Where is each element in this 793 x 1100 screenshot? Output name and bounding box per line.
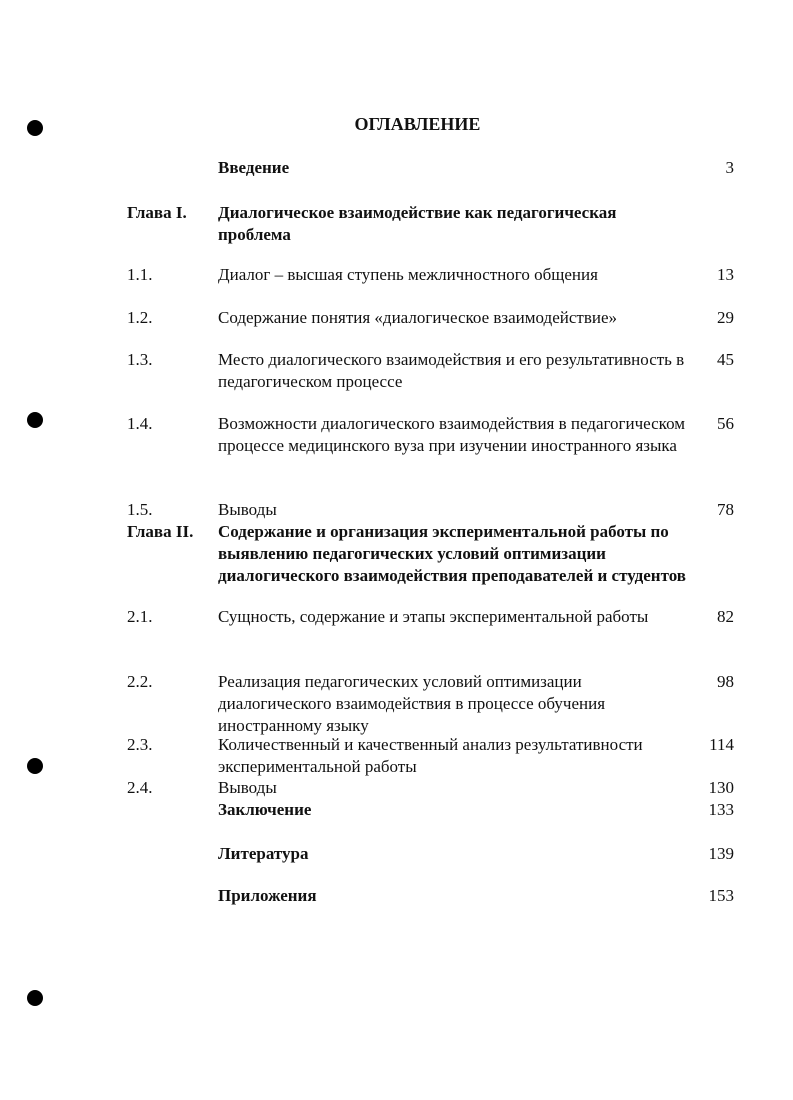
toc-entry-page: 78 (717, 500, 734, 519)
toc-entry-title: Введение (218, 158, 290, 177)
toc-entry-title: Содержание и организация экспериментальной работы по выявлению педагогических условий оптимизации диалогического взаимодействия преподавателей и студентов (218, 522, 686, 585)
toc-entry-title: Выводы (218, 778, 277, 797)
toc-entry-page: 3 (725, 158, 734, 177)
toc-entry-page: 45 (717, 350, 734, 369)
toc-entry-title: Количественный и качественный анализ результативности экспериментальной работы (218, 735, 643, 776)
toc-entry-number: Глава II. (127, 522, 194, 541)
toc-entry-page: 13 (717, 265, 734, 284)
toc-entry-title: Диалогическое взаимодействие как педагогическая проблема (218, 203, 617, 244)
toc-entry-title: Приложения (218, 886, 317, 905)
toc-entry-number: 2.2. (127, 672, 153, 691)
toc-entry-title: Литература (218, 844, 309, 863)
toc-entry-page: 130 (708, 778, 734, 797)
toc-entry-title: Возможности диалогического взаимодействия в педагогическом процессе медицинского вуза при изучении иностранного языка (218, 414, 686, 455)
toc-entry-number: Глава I. (127, 203, 187, 222)
toc-entry-number: 1.4. (127, 414, 153, 433)
toc-entry-title: Содержание понятия «диалогическое взаимодействие» (218, 308, 617, 327)
toc-entry-number: 1.2. (127, 308, 153, 327)
toc-entry-page: 82 (717, 607, 734, 626)
toc-entry-page: 133 (708, 800, 734, 819)
toc-entry-page: 153 (708, 886, 734, 905)
toc-entry-number: 1.5. (127, 500, 153, 519)
toc-entry-title: Заключение (218, 800, 312, 819)
toc-entry-title: Выводы (218, 500, 277, 519)
toc-entry-number: 2.1. (127, 607, 153, 626)
toc-entry-number: 2.4. (127, 778, 153, 797)
toc-entry-page: 56 (717, 414, 734, 433)
toc-entry-page: 114 (709, 735, 734, 754)
binder-hole-2 (27, 412, 43, 428)
toc-entry-title: Диалог – высшая ступень межличностного общения (218, 265, 598, 284)
toc-entry-page: 29 (717, 308, 734, 327)
toc-entry-number: 1.3. (127, 350, 153, 369)
binder-hole-3 (27, 758, 43, 774)
toc-entry-page: 98 (717, 672, 734, 691)
binder-hole-4 (27, 990, 43, 1006)
toc-entry-title: Сущность, содержание и этапы экспериментальной работы (218, 607, 649, 626)
toc-entry-number: 1.1. (127, 265, 153, 284)
toc-entry-title: Реализация педагогических условий оптимизации диалогического взаимодействия в процессе обучения иностранному языку (218, 672, 606, 735)
page-title: ОГЛАВЛЕНИЕ (354, 114, 481, 134)
toc-entry-title: Место диалогического взаимодействия и его результативность в педагогическом процессе (218, 350, 685, 391)
toc-entry-number: 2.3. (127, 735, 153, 754)
toc-entry-page: 139 (708, 844, 734, 863)
